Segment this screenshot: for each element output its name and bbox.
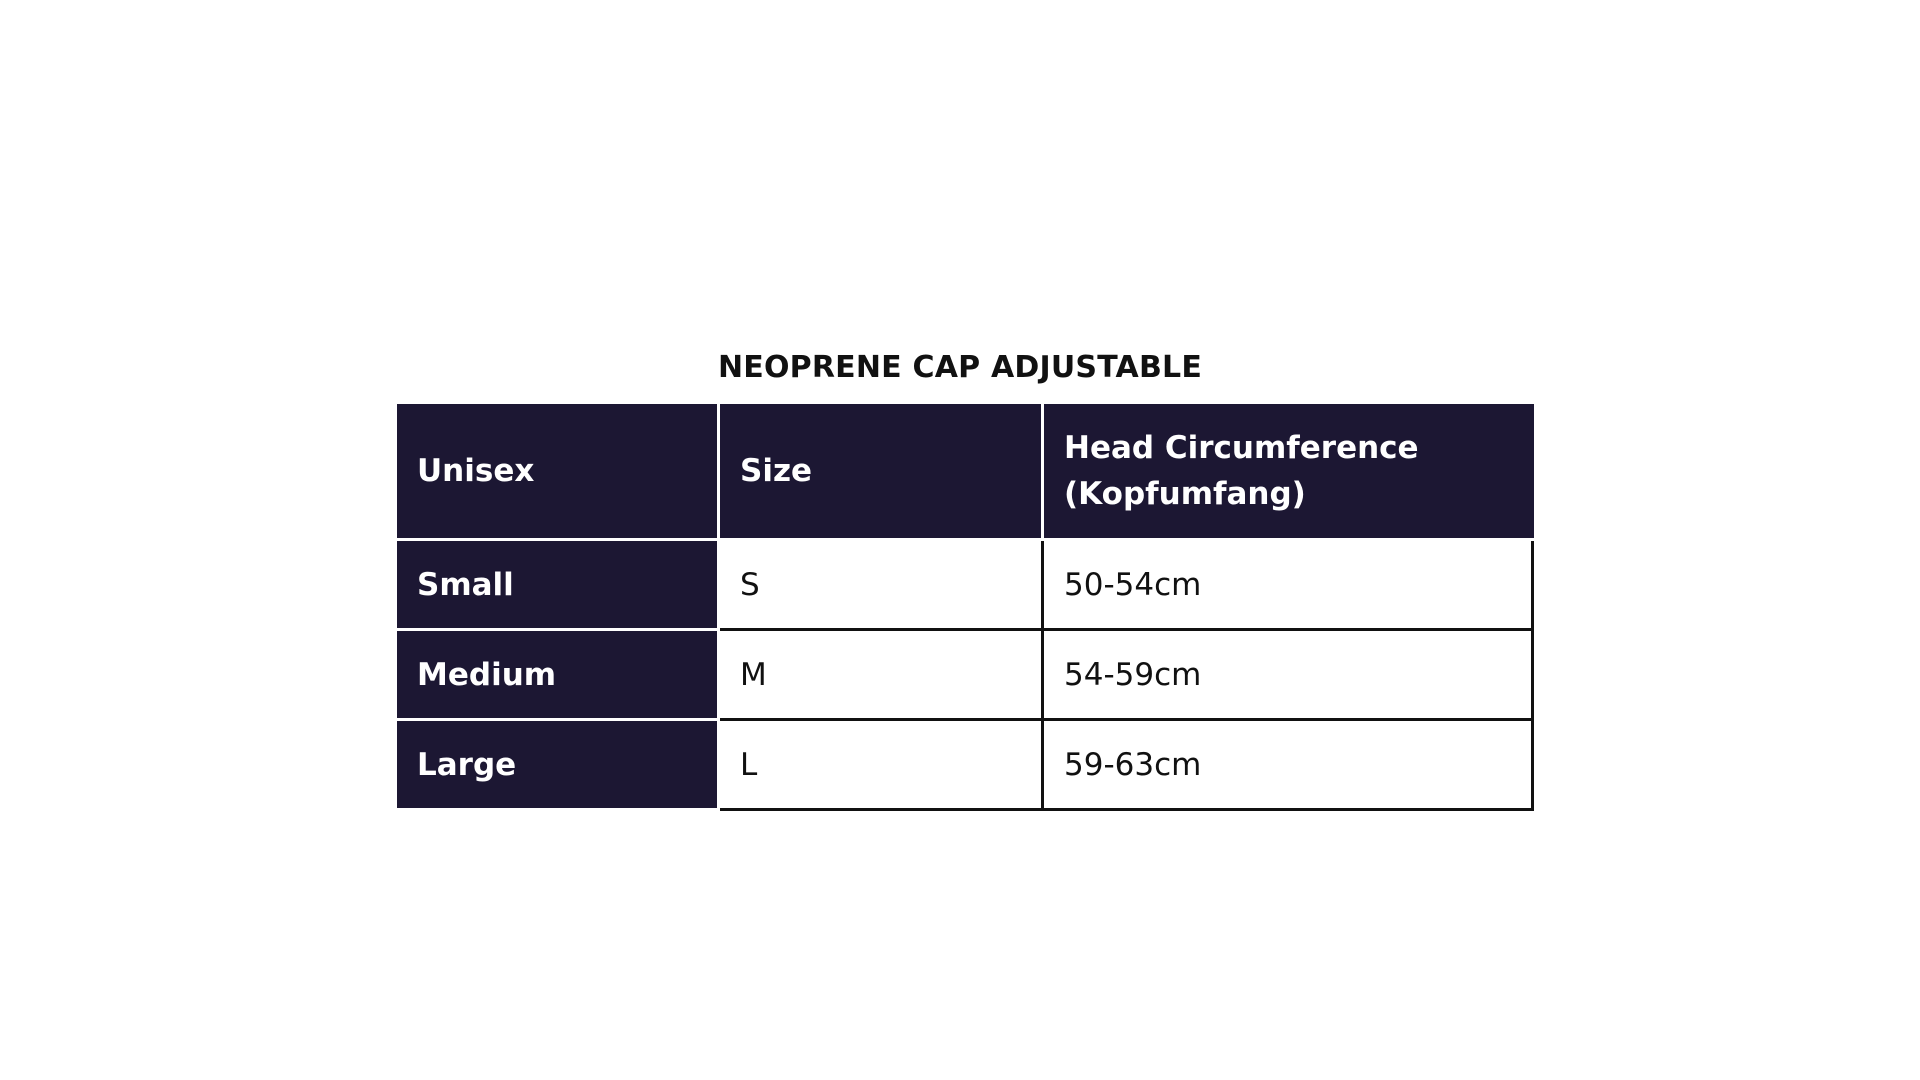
column-header-head-circumference: Head Circumference (Kopfumfang) <box>1044 404 1534 541</box>
table-row <box>397 721 1534 811</box>
page-title: NEOPRENE CAP ADJUSTABLE <box>717 350 1203 385</box>
table-header-row <box>397 404 1534 541</box>
row-label-medium: Medium <box>397 631 720 721</box>
column-header-unisex: Unisex <box>397 404 720 541</box>
circumference-cell: 50-54cm <box>1044 541 1534 631</box>
table-row <box>397 631 1534 721</box>
size-cell: S <box>720 541 1044 631</box>
size-chart-table <box>397 404 1534 811</box>
circumference-cell: 54-59cm <box>1044 631 1534 721</box>
circumference-cell: 59-63cm <box>1044 721 1534 811</box>
table-row <box>397 541 1534 631</box>
size-cell: L <box>720 721 1044 811</box>
column-header-size: Size <box>720 404 1044 541</box>
row-label-small: Small <box>397 541 720 631</box>
size-cell: M <box>720 631 1044 721</box>
row-label-large: Large <box>397 721 720 811</box>
